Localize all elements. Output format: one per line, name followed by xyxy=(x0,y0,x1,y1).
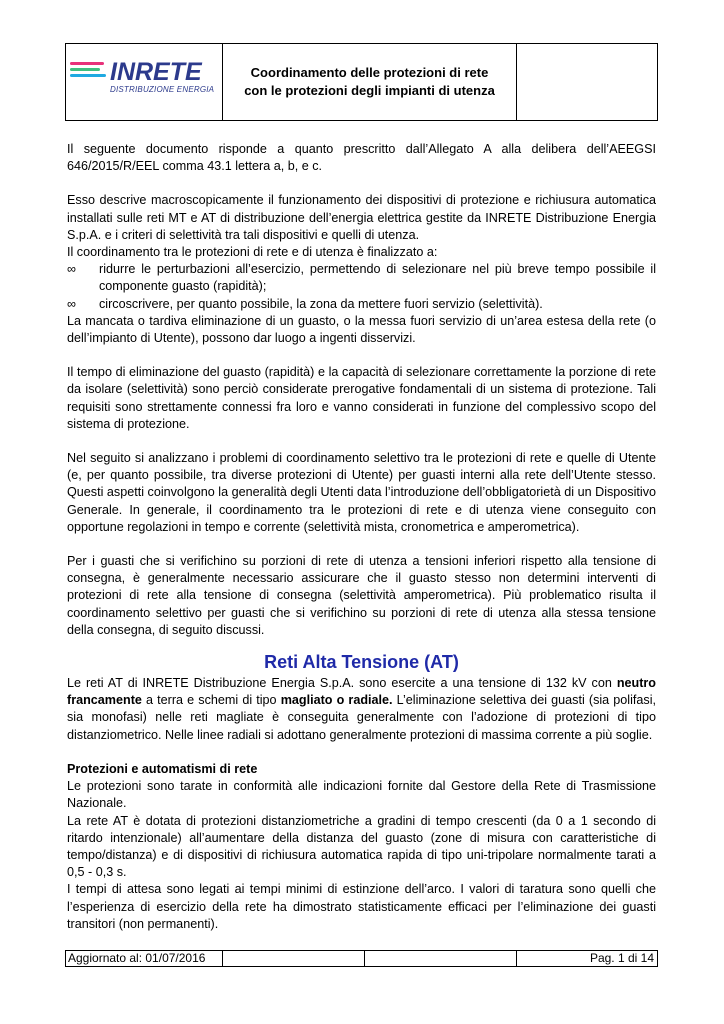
paragraph-analysis: Nel seguito si analizzano i problemi di coordinamento selettivo tra le protezioni di rete e quelle di Utente (e, per quanto possibile, tra diverse protezioni di Utente) per guasti interni alla rete dell’Utente stesso. Questi aspetti coinvolgono la generalità degli Utenti data l’introduzione dell’obbligatorietà di un Dispositivo Generale. In generale, il coordinamento tra le protezioni di rete e di utenza viene conseguito con opportune regolazioni in tempo e corrente (selettività mista, cronometrica e amperometrica). xyxy=(67,451,656,534)
document-body xyxy=(67,141,656,933)
bullet-item xyxy=(67,261,656,295)
paragraph-calibration: Le protezioni sono tarate in conformità alle indicazioni fornite dal Gestore della Rete di Trasmissione Nazionale. xyxy=(67,779,656,811)
paragraph-distance-protection: La rete AT è dotata di protezioni distanziometriche a gradini di tempo crescenti (da 0 a 1 secondo di ritardo intenzionale) all’aumentare della distanza del guasto (zone di misura con caratteristiche di tempo/distanza) e di dispositivi di richiusura automatica rapida di tipo uni-tripolare normalmente tarati a 0,5 - 0,3 s. xyxy=(67,813,656,880)
footer-empty-cell xyxy=(223,951,365,966)
bullet-item xyxy=(67,296,656,313)
footer-table xyxy=(65,950,658,967)
footer-empty-cell xyxy=(365,951,517,966)
bold-magliato: magliato o radiale. xyxy=(280,693,393,708)
logo-subtitle: DISTRIBUZIONE ENERGIA xyxy=(110,85,215,94)
bullet-text-rapidity: ridurre le perturbazioni all’esercizio, permettendo di selezionare nel più breve tempo possibile il componente guasto (rapidità); xyxy=(99,262,656,294)
text-segment: a terra e schemi di tipo xyxy=(141,693,281,708)
paragraph-goals-intro: Il coordinamento tra le protezioni di rete e di utenza è finalizzato a: xyxy=(67,245,438,260)
paragraph-wait-times: I tempi di attesa sono legati ai tempi minimi di estinzione dell’arco. I valori di taratura sono quelli che l’esperienza di esercizio della rete ha dimostrato statisticamente efficaci per l’eliminazione dei guasti transitori (non permanenti). xyxy=(67,882,656,931)
header-table xyxy=(65,43,658,121)
svg-text:INRETE xyxy=(110,58,203,86)
bold-neutro: neutro francamente xyxy=(67,676,656,708)
paragraph-lower-voltage: Per i guasti che si verifichino su porzioni di rete di utenza a tensioni inferiori rispetto alla tensione di consegna, è generalmente necessario assicurare che il guasto stesso non determini interventi di protezioni di rete alla tensione di consegna (selettività amperometrica). Più problematico risulta il coordinamento selettivo per guasti che si verifichino su porzioni di rete di utenza alla stessa tensione della consegna, di seguito discussi. xyxy=(67,554,656,637)
inrete-logo-icon xyxy=(68,54,218,86)
logo-wordmark-in: INRETE xyxy=(110,58,202,86)
text-segment: L’eliminazione selettiva dei guasti (sia polifasi, sia monofasi) nelle reti magliate è conseguita generalmente con l’adozione di protezioni di tipo distanziometrico. Nelle linee radiali si adottano generalmente protezioni di massima corrente a più soglie. xyxy=(67,693,656,742)
footer-updated: Aggiornato al: 01/07/2016 xyxy=(66,951,223,966)
paragraph-disservices: La mancata o tardiva eliminazione di un guasto, o la messa fuori servizio di un’area estesa della rete (o dell’impianto di Utente), possono dar luogo a ingenti disservizi. xyxy=(67,313,656,346)
paragraph-intro: Il seguente documento risponde a quanto prescritto dall’Allegato A alla delibera dell’AEEGSI 646/2015/R/EEL comma 43.1 lettera a, b, e c. xyxy=(67,142,656,174)
subheading-protections: Protezioni e automatismi di rete xyxy=(67,761,258,776)
paragraph-at-networks xyxy=(67,675,656,744)
bullet-symbol: ∞ xyxy=(67,262,76,277)
header-empty-cell xyxy=(517,44,657,120)
paragraph-description: Esso descrive macroscopicamente il funzionamento dei dispositivi di protezione e richiusura automatica installati sulle reti MT e AT di distribuzione dell’energia elettrica gestite da INRETE Distribuzione Energia S.p.A. e i criteri di selettività tra tali dispositivi e quelli di utenza. xyxy=(67,193,656,242)
title-line-2: con le protezioni degli impianti di utenza xyxy=(244,83,495,98)
title-line-1: Coordinamento delle protezioni di rete xyxy=(250,65,489,80)
section-title-at: Reti Alta Tensione (AT) xyxy=(264,652,459,673)
document-title xyxy=(223,44,517,120)
paragraph-requirements: Il tempo di eliminazione del guasto (rapidità) e la capacità di selezionare correttamente la porzione di rete da isolare (selettività) sono perciò considerate prerogative fondamentali di un sistema di protezione. Tali requisiti sono strettamente connessi fra loro e vanno considerati in funzione del complessivo scopo del sistema di protezione. xyxy=(67,365,656,431)
bullet-symbol: ∞ xyxy=(67,296,76,311)
bullet-text-selectivity: circoscrivere, per quanto possibile, la zona da mettere fuori servizio (selettività). xyxy=(99,296,543,311)
logo-cell xyxy=(66,44,223,120)
text-segment: Le reti AT di INRETE Distribuzione Energia S.p.A. sono esercite a una tensione di 132 kV con xyxy=(67,676,617,691)
footer-page-number: Pag. 1 di 14 xyxy=(589,951,654,965)
